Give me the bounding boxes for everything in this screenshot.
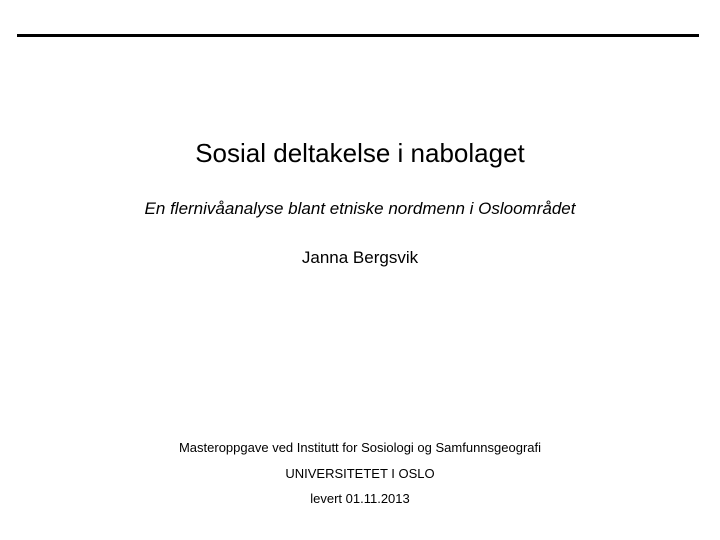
top-horizontal-rule xyxy=(17,34,699,37)
delivery-date: levert 01.11.2013 xyxy=(310,491,410,506)
institute-line: Masteroppgave ved Institutt for Sosiologi og Samfunnsgeografi xyxy=(178,440,542,455)
document-title: Sosial deltakelse i nabolaget xyxy=(195,138,525,168)
university-name: UNIVERSITETET I OSLO xyxy=(285,466,435,481)
document-subtitle: En flernivåanalyse blant etniske nordmenn i Osloområdet xyxy=(144,199,576,218)
author-name: Janna Bergsvik xyxy=(301,248,419,267)
